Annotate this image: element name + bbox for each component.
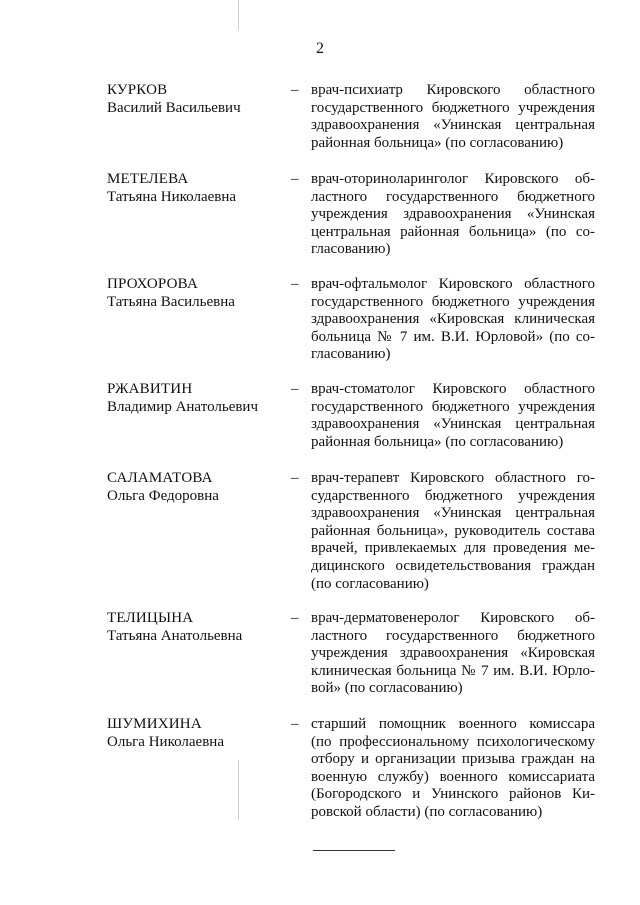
member-given-names: Татьяна Николаевна (107, 188, 237, 205)
role-line: врач-офтальмолог Кировского областного (311, 276, 595, 292)
dash-separator: – (291, 470, 299, 486)
member-role (311, 610, 595, 698)
role-line: гласованию) (311, 346, 391, 363)
role-line: районная больница» (по согласованию) (311, 433, 564, 450)
dash-separator: – (291, 610, 299, 626)
member-role (311, 276, 595, 364)
member-role (311, 82, 595, 152)
member-surname: МЕТЕЛЕВА (107, 171, 189, 187)
role-line: государственного бюджетного учреждения (311, 99, 595, 116)
role-line: учреждения здравоохранения «Унинская (311, 206, 595, 223)
role-line: здравоохранения «Кировская клиническая (311, 311, 595, 328)
role-line: ластного государственного бюджетного (311, 627, 595, 644)
member-surname: КУРКОВ (107, 82, 168, 98)
member-given-names: Владимир Анатольевич (107, 398, 259, 415)
role-line: гласованию) (311, 241, 391, 258)
role-line: районная больница» (по согласованию) (311, 134, 564, 151)
role-line: отбору и организации призыва граждан на (311, 751, 595, 768)
role-line: врачей, привлекаемых для проведения ме- (311, 540, 595, 557)
scan-margin-mark (238, 0, 239, 30)
member-surname: ШУМИХИНА (107, 716, 202, 732)
role-line: ластного государственного бюджетного (311, 188, 595, 205)
role-line: государственного бюджетного учреждения (311, 398, 595, 415)
role-line: здравоохранения «Унинская центральная (311, 117, 595, 134)
member-given-names: Татьяна Анатольевна (107, 627, 243, 644)
member-surname: ПРОХОРОВА (107, 276, 198, 292)
member-given-names: Татьяна Васильевна (107, 293, 235, 310)
role-line: ровской области) (по согласованию) (311, 803, 543, 820)
role-line: врач-дерматовенеролог Кировского об- (311, 610, 595, 626)
role-line: здравоохранения «Унинская центральная (311, 416, 595, 433)
role-line: центральная районная больница» (по со- (311, 223, 595, 240)
page-number: 2 (316, 40, 324, 57)
role-line: (по профессиональному психологическому (311, 733, 595, 750)
role-line: дицинского освидетельствования граждан (311, 557, 595, 574)
role-line: сударственного бюджетного учреждения (311, 487, 595, 504)
member-role (311, 470, 595, 593)
role-line: больница № 7 им. В.И. Юрловой» (по со- (311, 328, 595, 345)
role-line: государственного бюджетного учреждения (311, 293, 595, 310)
member-surname: ТЕЛИЦЫНА (107, 610, 194, 626)
role-line: (по согласованию) (311, 575, 429, 592)
role-line: районная больница», руководитель состава (311, 522, 595, 539)
role-line: клиническая больница № 7 им. В.И. Юрло- (311, 662, 595, 679)
role-line: старший помощник военного комиссара (311, 716, 595, 732)
dash-separator: – (291, 276, 299, 292)
role-line: (Богородского и Унинского районов Ки- (311, 786, 595, 803)
member-given-names: Василий Васильевич (107, 99, 241, 116)
member-role (311, 716, 595, 822)
dash-separator: – (291, 716, 299, 732)
role-line: врач-терапевт Кировского областного го- (311, 470, 595, 486)
member-role (311, 171, 595, 259)
role-line: врач-психиатр Кировского областного (311, 82, 595, 98)
dash-separator: – (291, 171, 299, 187)
role-line: вой» (по согласованию) (311, 680, 463, 697)
dash-separator: – (291, 381, 299, 397)
scan-margin-mark (238, 760, 239, 820)
end-rule (313, 850, 395, 851)
dash-separator: – (291, 82, 299, 98)
role-line: врач-стоматолог Кировского областного (311, 381, 595, 397)
role-line: врач-оториноларинголог Кировского об- (311, 171, 595, 187)
member-given-names: Ольга Федоровна (107, 487, 219, 504)
member-role (311, 381, 595, 451)
role-line: здравоохранения «Унинская центральная (311, 505, 595, 522)
role-line: военную службу) военного комиссариата (311, 768, 595, 785)
member-given-names: Ольга Николаевна (107, 733, 224, 750)
role-line: учреждения здравоохранения «Кировская (311, 645, 595, 662)
member-surname: САЛАМАТОВА (107, 470, 213, 486)
member-surname: РЖАВИТИН (107, 381, 193, 397)
